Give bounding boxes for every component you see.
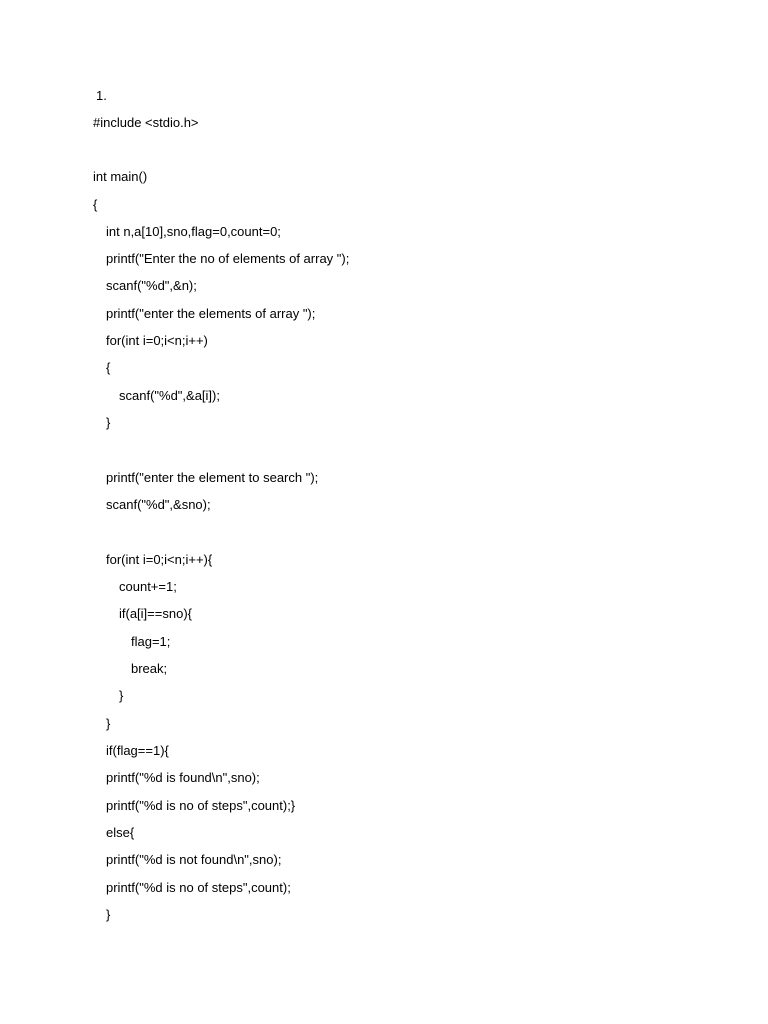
code-line-prompt-elements: printf("enter the elements of array "); xyxy=(106,306,316,321)
code-line-match-close: } xyxy=(119,688,124,703)
code-line-flag-test: if(flag==1){ xyxy=(106,743,169,758)
code-line-break: break; xyxy=(131,661,168,676)
code-line-prompt-search: printf("enter the element to search "); xyxy=(106,470,319,485)
code-line-read-count: scanf("%d",&n); xyxy=(106,278,197,293)
code-line-main-signature: int main() xyxy=(93,169,148,184)
code-line-input-loop: for(int i=0;i<n;i++) xyxy=(106,333,208,348)
code-line-read-element: scanf("%d",&a[i]); xyxy=(119,388,220,403)
code-line-print-not-found: printf("%d is not found\n",sno); xyxy=(106,852,282,867)
code-line-count-increment: count+=1; xyxy=(119,579,177,594)
code-line-read-search: scanf("%d",&sno); xyxy=(106,497,211,512)
code-line-print-steps-found: printf("%d is no of steps",count);} xyxy=(106,798,296,813)
code-line-match-test: if(a[i]==sno){ xyxy=(119,606,192,621)
code-line-else: else{ xyxy=(106,825,135,840)
code-line-print-steps-not-found: printf("%d is no of steps",count); xyxy=(106,880,291,895)
code-line-main-open-brace: { xyxy=(93,197,98,212)
code-line-search-loop-close: } xyxy=(106,716,111,731)
code-line-prompt-count: printf("Enter the no of elements of array "); xyxy=(106,251,350,266)
code-line-set-flag: flag=1; xyxy=(131,634,171,649)
code-line-input-loop-close: } xyxy=(106,415,111,430)
code-line-declarations: int n,a[10],sno,flag=0,count=0; xyxy=(106,224,281,239)
code-line-search-loop: for(int i=0;i<n;i++){ xyxy=(106,552,213,567)
code-line-print-found: printf("%d is found\n",sno); xyxy=(106,770,260,785)
code-line-else-close: } xyxy=(106,907,111,922)
code-line-input-loop-open: { xyxy=(106,360,111,375)
list-number: 1. xyxy=(96,88,107,103)
code-line-include: #include <stdio.h> xyxy=(93,115,199,130)
